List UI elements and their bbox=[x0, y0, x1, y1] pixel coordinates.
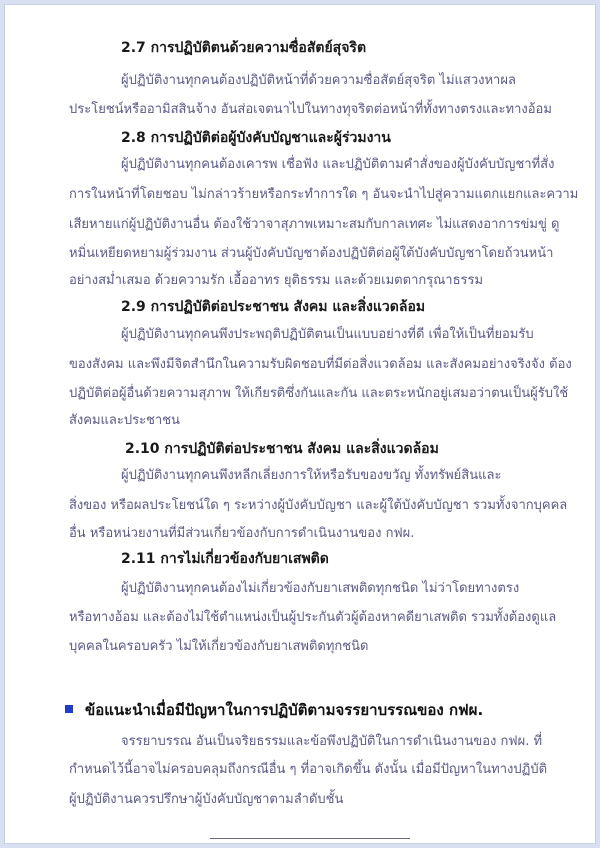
paragraph-line: อื่น หรือหน่วยงานที่มีส่วนเกี่ยวข้องกับการดำเนินงานของ กฟผ. bbox=[69, 526, 415, 541]
section-2-7-heading: 2.7 การปฏิบัติตนด้วยความซื่อสัตย์สุจริต bbox=[121, 40, 367, 56]
paragraph-line: หรือทางอ้อม และต้องไม่ใช้ตำแหน่งเป็นผู้ประกันตัวผู้ต้องหาคดียาเสพติด รวมทั้งต้องดูแล bbox=[69, 610, 557, 625]
section-2-8-heading: 2.8 การปฏิบัติต่อผู้บังคับบัญชาและผู้ร่วมงาน bbox=[121, 130, 391, 146]
paragraph-line: ผู้ปฏิบัติงานทุกคนต้องไม่เกี่ยวข้องกับยาเสพติดทุกชนิด ไม่ว่าโดยทางตรง bbox=[121, 581, 520, 596]
section-2-9-heading: 2.9 การปฏิบัติต่อประชาชน สังคม และสิ่งแวดล้อม bbox=[121, 299, 426, 315]
paragraph-line: ประโยชน์หรืออามิสสินจ้าง อันส่อเจตนาไปในทางทุจริตต่อหน้าที่ทั้งทางตรงและทางอ้อม bbox=[69, 102, 552, 117]
paragraph-line: บุคคลในครอบครัว ไม่ให้เกี่ยวข้องกับยาเสพติดทุกชนิด bbox=[69, 639, 369, 654]
paragraph-line: ผู้ปฏิบัติงานควรปรึกษาผู้บังคับบัญชาตามลำดับชั้น bbox=[69, 792, 344, 807]
document-page bbox=[4, 4, 596, 844]
square-bullet-icon bbox=[65, 705, 73, 713]
paragraph-line: ผู้ปฏิบัติงานทุกคนต้องปฏิบัติหน้าที่ด้วยความซื่อสัตย์สุจริต ไม่แสวงหาผล bbox=[121, 73, 516, 88]
advice-heading-row bbox=[65, 698, 483, 722]
paragraph-line: การในหน้าที่โดยชอบ ไม่กล่าวร้ายหรือกระทำการใด ๆ อันจะนำไปสู่ความแตกแยกและความ bbox=[69, 187, 579, 202]
paragraph-line: สังคมและประชาชน bbox=[69, 413, 180, 428]
paragraph-line: สิ่งของ หรือผลประโยชน์ใด ๆ ระหว่างผู้บังคับบัญชา และผู้ใต้บังคับบัญชา รวมทั้งจากบุคคล bbox=[69, 498, 568, 513]
paragraph-line: ผู้ปฏิบัติงานทุกคนพึงประพฤติปฏิบัติตนเป็นแบบอย่างที่ดี เพื่อให้เป็นที่ยอมรับ bbox=[121, 327, 534, 342]
paragraph-line: อย่างสม่ำเสมอ ด้วยความรัก เอื้ออาทร ยุติธรรม และด้วยเมตตากรุณาธรรม bbox=[69, 273, 484, 288]
paragraph-line: ผู้ปฏิบัติงานทุกคนพึงหลีกเลี่ยงการให้หรือรับของขวัญ ทั้งทรัพย์สินและ bbox=[121, 468, 502, 483]
paragraph-line: ของสังคม และพึงมีจิตสำนึกในความรับผิดชอบที่มีต่อสิ่งแวดล้อม และสังคมอย่างจริงจัง ต้อง bbox=[69, 357, 572, 372]
advice-heading: ข้อแนะนำเมื่อมีปัญหาในการปฏิบัติตามจรรยาบรรณของ กฟผ. bbox=[85, 701, 484, 719]
paragraph-line: กำหนดไว้นี้อาจไม่ครอบคลุมถึงกรณีอื่น ๆ ที่อาจเกิดขึ้น ดังนั้น เมื่อมีปัญหาในทางปฏิบัติ bbox=[69, 762, 548, 777]
paragraph-line: ปฏิบัติต่อผู้อื่นด้วยความสุภาพ ให้เกียรติซึ่งกันและกัน และตระหนักอยู่เสมอว่าตนเป็นผู้รับใช้ bbox=[69, 386, 569, 401]
paragraph-line: จรรยาบรรณ อันเป็นจริยธรรมและข้อพึงปฏิบัติในการดำเนินงานของ กฟผ. ที่ bbox=[121, 734, 543, 749]
section-2-10-heading: 2.10 การปฏิบัติต่อประชาชน สังคม และสิ่งแวดล้อม bbox=[125, 441, 439, 457]
footer-divider bbox=[210, 838, 410, 839]
section-2-11-heading: 2.11 การไม่เกี่ยวข้องกับยาเสพติด bbox=[121, 551, 329, 567]
paragraph-line: ผู้ปฏิบัติงานทุกคนต้องเคารพ เชื่อฟัง และปฏิบัติตามคำสั่งของผู้บังคับบัญชาที่สั่ง bbox=[121, 157, 555, 172]
paragraph-line: หมิ่นเหยียดหยามผู้ร่วมงาน ส่วนผู้บังคับบัญชาต้องปฏิบัติต่อผู้ใต้บังคับบัญชาโดยถ้วนหน้า bbox=[69, 246, 554, 261]
paragraph-line: เสียหายแก่ผู้ปฏิบัติงานอื่น ต้องใช้วาจาสุภาพเหมาะสมกับกาลเทศะ ไม่แสดงอาการข่มขู่ ดู bbox=[69, 217, 560, 232]
